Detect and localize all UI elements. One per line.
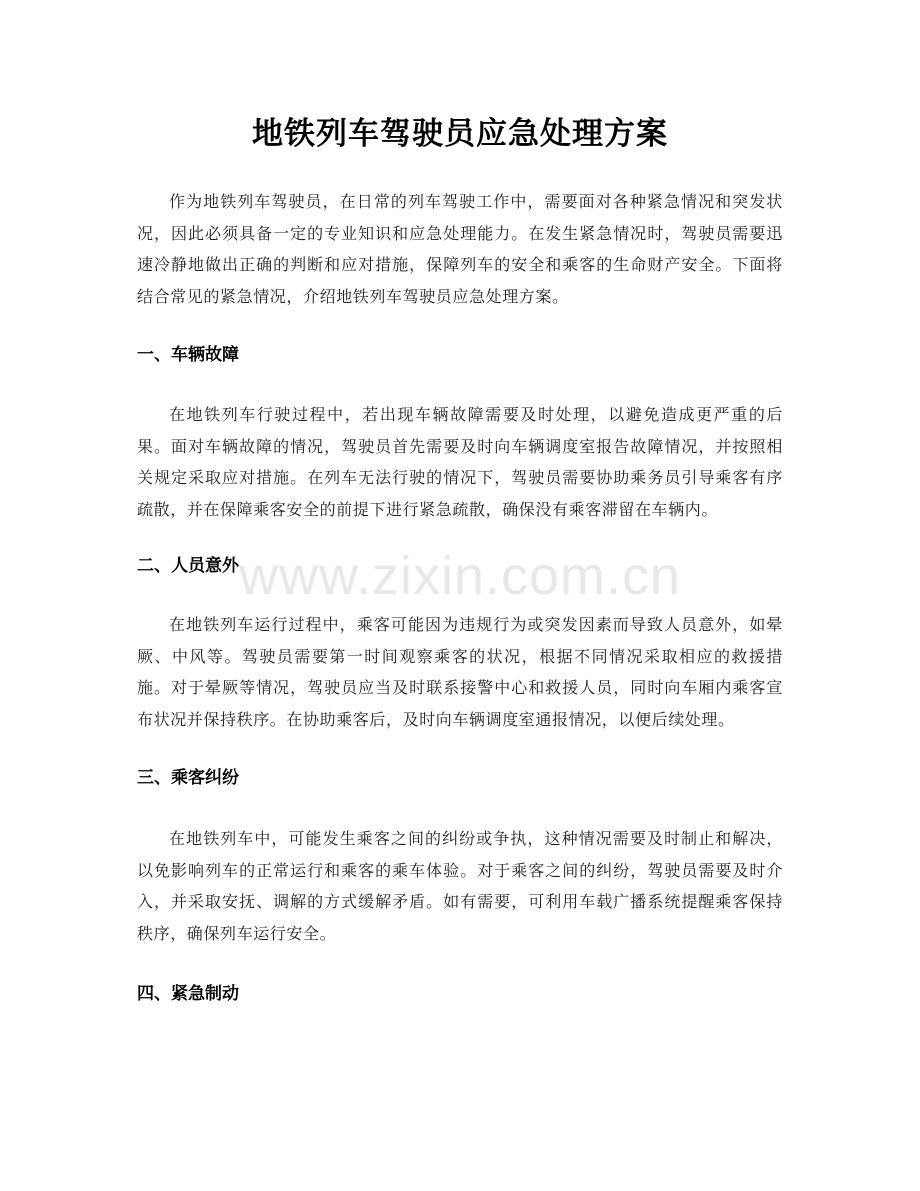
section-body-passenger-dispute: 在地铁列车中，可能发生乘客之间的纠纷或争执，这种情况需要及时制止和解决，以免影响列车的正常运行和乘客的乘车体验。对于乘客之间的纠纷，驾驶员需要及时介入，并采取安抚、调解的方式缓解矛盾。如有需要，可利用车载广播系统提醒乘客保持秩序，确保列车运行安全。 <box>137 829 783 943</box>
intro-paragraph: 作为地铁列车驾驶员，在日常的列车驾驶工作中，需要面对各种紧急情况和突发状况，因此必须具备一定的专业知识和应急处理能力。在发生紧急情况时，驾驶员需要迅速冷静地做出正确的判断和应对措施，保障列车的安全和乘客的生命财产安全。下面将结合常见的紧急情况，介绍地铁列车驾驶员应急处理方案。 <box>137 192 783 306</box>
section-body-vehicle-fault: 在地铁列车行驶过程中，若出现车辆故障需要及时处理，以避免造成更严重的后果。面对车辆故障的情况，驾驶员首先需要及时向车辆调度室报告故障情况，并按照相关规定采取应对措施。在列车无法行驶的情况下，驾驶员需要协助乘务员引导乘客有序疏散，并在保障乘客安全的前提下进行紧急疏散，确保没有乘客滞留在车辆内。 <box>137 405 783 519</box>
section-body-personnel-accident: 在地铁列车运行过程中，乘客可能因为违规行为或突发因素而导致人员意外，如晕厥、中风等。驾驶员需要第一时间观察乘客的状况，根据不同情况采取相应的救援措施。对于晕厥等情况，驾驶员应当及时联系接警中心和救援人员，同时向车厢内乘客宣布状况并保持秩序。在协助乘客后，及时向车辆调度室通报情况，以便后续处理。 <box>137 615 783 729</box>
section-heading-emergency-braking: 四、紧急制动 <box>137 984 239 1004</box>
section-heading-passenger-dispute: 三、乘客纠纷 <box>137 768 239 788</box>
document-title: 地铁列车驾驶员应急处理方案 <box>252 116 668 152</box>
section-heading-personnel-accident: 二、人员意外 <box>137 556 239 576</box>
section-heading-vehicle-fault: 一、车辆故障 <box>137 345 239 365</box>
watermark-text: www.zixin.com.cn <box>238 546 682 606</box>
